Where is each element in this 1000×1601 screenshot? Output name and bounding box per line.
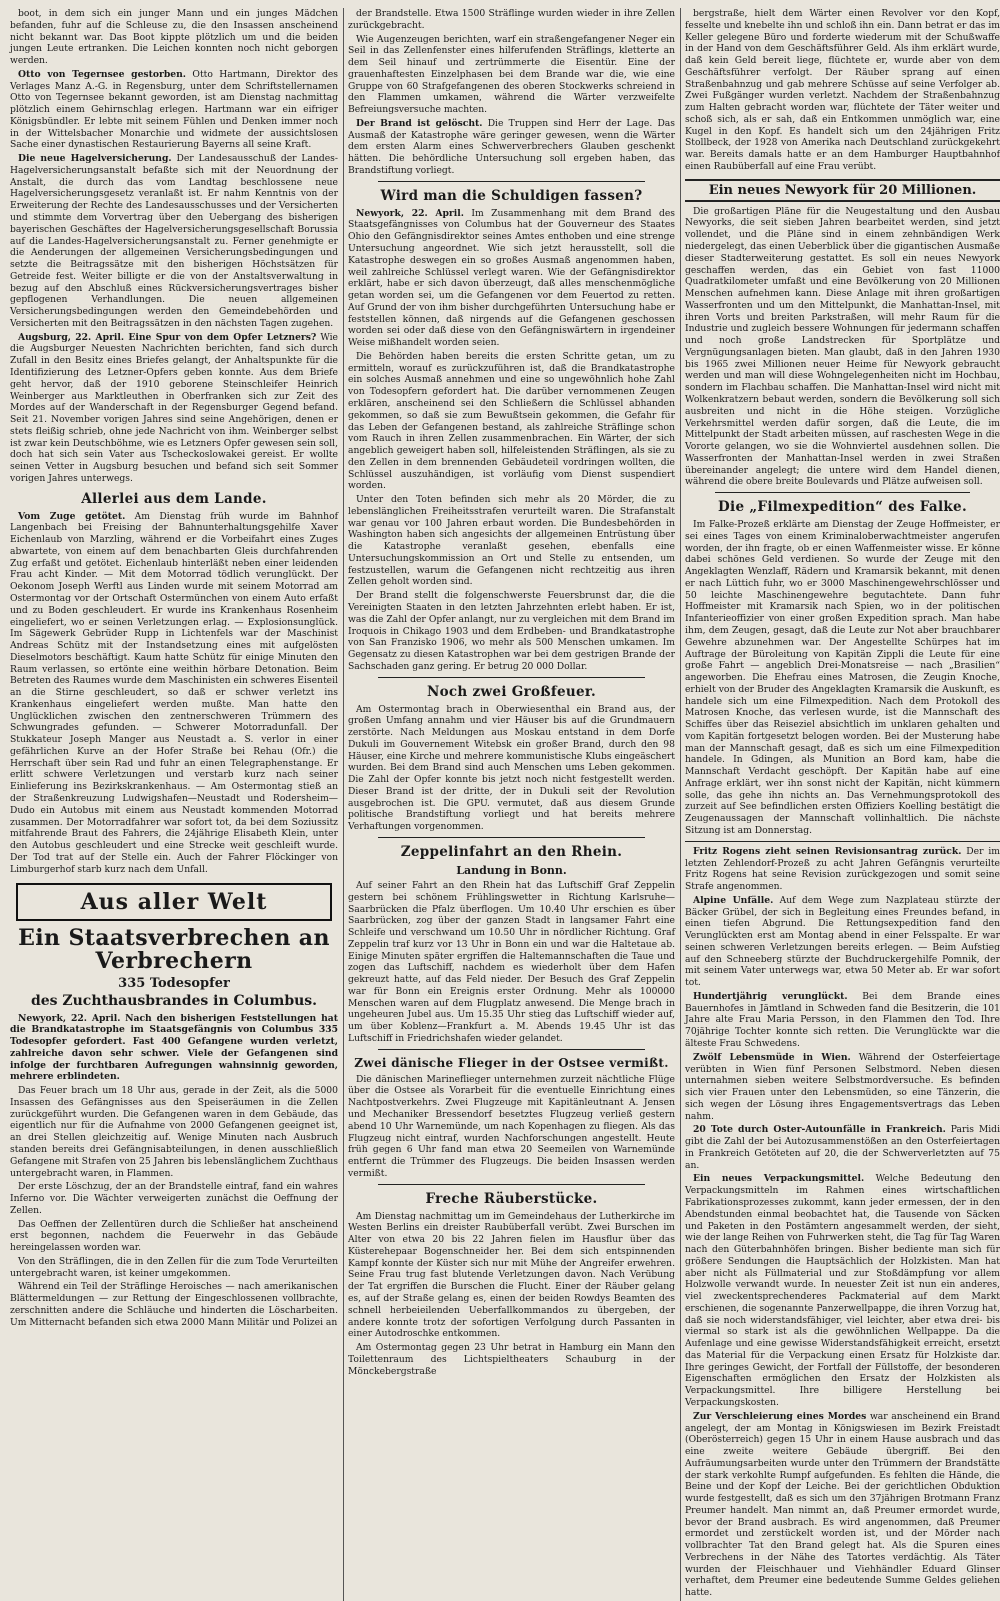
article-text: Die Behörden haben bereits die ersten Schritte getan, um zu ermitteln, worauf es zurückzuführen ist, daß die Brandkatastrophe ein solches Ausmaß annehmen und eine so ungewöhnlich hohe Zahl von Todesopfern gefordert hat. Die darüber vernommenen Zeugen erklären, anscheinend sei den Schließern die Schlüssel abhanden gekommen, so daß sie zum Bewußtsein gekommen, die Gefahr für das Leben der Gefangenen bestand, als zahlreiche Sträflinge schon vom Rauch in ihren Zellen zusammenbrachen. Ein Wärter, der sich angeblich geweigert haben soll, hilfeleistenden Sträflingen, als sie zu den Zellen in dem brennenden Gebäudeteil vordringen wollten, die Schlüssel auszuhändigen, ist vorläufig vom Dienst suspendiert worden.: [348, 350, 675, 492]
divider: [378, 837, 645, 838]
article-text: Wie Augenzeugen berichten, warf ein straßengefangener Neger ein Seil in das Zellenfenster eines hilferufenden Sträflings, kletterte an dem Seil hinauf und zertrümmerte die Eisentür. Eine der grauenhaftesten Einzelphasen bei dem Brande war die, wie eine Gruppe von 60 Strafgefangenen des oberen Stockwerks schreiend in den Flammen umkamen, während die Wärter verzweifelte Befreiungsversuche machten.: [348, 33, 675, 116]
article-text: Die neue Hagelversicherung. Der Landesausschuß der Landes-Hagelversicherungsanstalt befaßte sich mit der Neuordnung der Anstalt, die durch das vom Landtag beschlossene neue Hagelversicherungsgesetz veranlaßt ist. Er nahm Kenntnis von der Erweiterung der Rechte des Landesausschusses und der Versicherten und stimmte dem Vorvertrag über den Uebergang des bisherigen bayerischen Geschäftes der Hagelversicherungsgesellschaft Borussia auf die Landes-Hagelversicherungsanstalt zu. Ferner genehmigte er die Aenderungen der allgemeinen Versicherungsbedingungen und setzte die Beitragssätze mit den bisherigen Höchstsätzen für Getreide fest. Weiter billigte er die von der Anstaltsverwaltung in bezug auf den Abschluß eines Rückversicherungsvertrages bisher gepflogenen Verhandlungen. Die neuen allgemeinen Versicherungsbedingungen werden den Gemeindebehörden und Versicherten mit den Beitragssätzen in den nächsten Tagen zugehen.: [10, 153, 338, 329]
article-lead: Ein neues Verpackungsmittel.: [693, 1173, 865, 1185]
column-1: [10, 8, 338, 1601]
section-heading-zeppelin: Zeppelinfahrt an den Rhein.: [400, 844, 623, 860]
article-text: Das Feuer brach um 18 Uhr aus, gerade in der Zeit, als die 5000 Insassen des Gefängnisses aus den Speiseräumen in die Zellen zurückgeführt wurden. Die Gefangenen waren in dem Gebäude, das eigentlich nur für die Aufnahme von 2000 Gefangenen geeignet ist, an drei Stellen gleichzeitig auf. Wenige Minuten nach Ausbruch standen bereits drei Gefängnisabteilungen, in denen ausschließlich Gefangene mit Strafen von 25 Jahren bis lebenslänglichem Zuchthaus untergebracht waren, in Flammen.: [10, 1085, 338, 1179]
article-lead: Alpine Unfälle.: [693, 894, 774, 906]
column-3: [680, 8, 1000, 1601]
divider: [685, 841, 1000, 842]
article-text: Das Oeffnen der Zellentüren durch die Schließer hat anscheinend erst begonnen, nachdem die Feuerwehr in das Gebäude hereingelassen worden war.: [10, 1218, 338, 1254]
section-heading-allerlei: Allerlei aus dem Lande.: [81, 490, 267, 507]
article-lead: Zur Verschleierung eines Mordes: [693, 1410, 867, 1422]
divider: [378, 677, 645, 678]
article-lead: 20 Tote durch Oster-Autounfälle in Frankreich.: [693, 1124, 946, 1136]
article-text: Der Brand stellt die folgenschwerste Feuersbrunst dar, die die Vereinigten Staaten in den letzten Jahrzehnten erlebt haben. Er ist, was die Zahl der Opfer anlangt, nur zu vergleichen mit dem Brand im Iroquois in Chikago 1903 und dem Erdbeben- und Brandkatastrophe von San Franzisko 1906, wo mehr als 500 Menschen umkamen. Im Gegensatz zu diesen Katastrophen war bei dem gestrigen Brande der Sachschaden ganz gering. Er betrug 20 000 Dollar.: [348, 590, 675, 672]
article-text: Vom Zuge getötet. Am Dienstag früh wurde im Bahnhof Langenbach bei Freising der Bahnunterhaltungsgehilfe Xaver Eichenlaub von Marzling, während er die Vorbeifahrt eines Zuges abwartete, von einem auf dem benachbarten Gleis durchfahrenden Zug erfaßt und getötet. Eichenlaub hinterläßt neben einer leidenden Frau acht Kinder. — Mit dem Motorrad tödlich verunglückt. Der Oekonom Joseph Werftl aus Linden wurde mit seinem Motorrad am Ostermontag vor der Ortschaft Ostermünchen von einem Auto erfaßt und zu Boden geschleudert. Er wurde ins Krankenhaus Rosenheim eingeliefert, wo er seinen Verletzungen erlag. — Explosionsunglück. Im Sägewerk Gebrüder Rupp in Lichtenfels war der Maschinist Andreas Schütz mit der Instandsetzung eines mit aufgelösten Dieselmotors beschäftigt. Kaum hatte Schütz für einige Minuten den Raum verlassen, so ertönte eine weithin hörbare Detonation. Beim Betreten des Raumes wurde dem Maschinisten ein schweres Eisenteil an die Stirne geschleudert, so daß er schwer verletzt ins Krankenhaus eingeliefert werden mußte. Man hatte den Unglücklichen zwischen den zentnerschweren Trümmern des Schwungrades gefunden. — Schwerer Motorradunfall. Der Stukkateur Joseph Manger aus Neustadt a. S. verlor in einer gefährlichen Kurve an der Hofer Straße bei Rehau (Ofr.) die Herrschaft über sein Rad und fuhr an einen Telegraphenstange. Er erlitt schwere Verletzungen und verstarb kurz nach seiner Einlieferung ins Bezirkskrankenhaus. — Am Ostermontag stieß an der Straßenkreuzung Ludwigshafen—Neustadt und Rodersheim—Dudo ein Autobus mit einem aus Neustadt kommenden Motorrad zusammen. Der Motorradfahrer war sofort tot, da bei dem Soziussitz mitfahrende Braut des Fahrers, die 24jährige Elisabeth Klein, unter den Autobus geschleudert und eine Strecke weit geschleift wurde. Der Tod trat auf der Stelle ein. Auch der Fahrer Flöckinger von Limburgerhof starb kurz nach dem Unfall.: [10, 510, 339, 875]
main-headline: Ein Staatsverbrechen an Verbrechern: [18, 925, 330, 975]
article-lead: Augsburg, 22. April. Eine Spur von dem Opfer Letzners?: [18, 331, 317, 343]
article-text: der Brandstelle. Etwa 1500 Sträflinge wurden wieder in ihre Zellen zurückgebracht.: [348, 8, 675, 31]
divider: [378, 1184, 645, 1185]
article-text: Otto von Tegernsee gestorben. Otto Hartmann, Direktor des Verlages Manz A.-G. in Regensburg, unter dem Schriftstellernamen Otto von Tegernsee bekannt geworden, ist am Dienstag nachmittag plötzlich einem Gehirnschlag erlegen. Hartmann war ein eifriger Königsbündler. Er lebte mit seinem Fühlen und Denken immer noch in der Wittelsbacher Monarchie und widmete der aussichtslosen Sache einer dynastischen Restaurierung Bayerns all seine Kraft.: [10, 68, 339, 151]
divider: [378, 181, 645, 182]
article-text: bergstraße, hielt dem Wärter einen Revolver vor den Kopf, fesselte und knebelte ihn und schloß ihn ein. Dann betrat er das im Keller gelegene Büro und forderte wiederum mit der Schußwaffe in der Hand von dem Geschäftsführer Geld. Als ihm erklärt wurde, daß kein Geld bereit liege, flüchtete er, wurde aber von dem Geschäftsführer verfolgt. Der Räuber sprang auf einen Straßenbahnzug und gab mehrere Schüsse auf seine Verfolger ab. Zwei Fußgänger wurden verletzt. Nachdem der Straßenbahnzug zum Halten gebracht worden war, flüchtete der Täter weiter und schoß sich, als er sah, daß ein Entkommen unmöglich war, eine Kugel in den Kopf. Es handelt sich um den 24jährigen Fritz Stollbeck, der 1928 von Amerika nach Deutschland zurückgekehrt war. Bereits damals hatte er an dem Hamburger Hauptbahnhof einen Raubüberfall auf eine Frau verübt.: [685, 8, 1000, 172]
subheadline: 335 Todesopfer: [118, 975, 230, 991]
article-lead: Der Brand ist gelöscht.: [356, 117, 483, 129]
subheadline: des Zuchthausbrandes in Columbus.: [30, 992, 318, 1009]
article-lead: Otto von Tegernsee gestorben.: [18, 68, 186, 80]
divider: [378, 1049, 645, 1050]
section-subheading-bonn: Landung in Bonn.: [456, 864, 567, 877]
article-text: Ein neues Verpackungsmittel. Welche Bedeutung den Verpackungsmitteln im Rahmen eines wirtschaftlichen Fabrikationsprozesses zukommt, kann jeder ermessen, der in den Abendstunden einmal beobachtet hat, die Tausende von Säcken und Paketen in den Postämtern angesammelt werden, der sieht, wie der lange Reihen von Fuhrwerken steht, die Tag für Tag Waren nach den Güterbahnhöfen bringen. Bisher bediente man sich für größere Sendungen die Hauptsächlich der Holzkisten. Man hat aber nicht als Füllmaterial und zur Stoßdämpfung vor allem Holzwolle verwandt wurde. In neuester Zeit ist nun ein anderes, viel zweckentsprechenderes Packmaterial auf dem Markt erschienen, die sogenannte Panzerwellpappe, die ihren Vorzug hat, daß sie noch widerstandsfähiger, viel leichter, aber etwa drei- bis viermal so stark ist als die gewöhnlichen Wellpappe. Da die Aufenlage und eine gewisse Widerstandsfähigkeit erreicht, ersetzt das Material für die Verpackung einen Ersatz für Holzkiste dar. Ihre geringes Gewicht, der Fortfall der Füllstoffe, der besonderen Eigenschaften ermöglichen den Ersatz der Holzkisten als Verpackungsmittel. Ihre billigere Herstellung bei Verpackungskosten.: [685, 1173, 1000, 1408]
article-text: Hundertjährig verunglückt. Bei dem Brande eines Bauernhofes in Jämtland in Schweden fand die Besitzerin, die 101 Jahre alte Frau Maria Persson, in den Flammen den Tod. Ihre 70jährige Tochter konnte sich retten. Die Verunglückte war die älteste Frau Schwedens.: [685, 990, 1000, 1050]
article-lead: Newyork, 22. April.: [18, 1012, 121, 1024]
article-lead: Vom Zuge getötet.: [18, 510, 126, 522]
article-text: Am Ostermontag brach in Oberwiesenthal ein Brand aus, der großen Umfang annahm und vier Häuser bis auf die Grundmauern zerstörte. Nach Meldungen aus Moskau entstand in dem Dorfe Dukuli im Gouvernement Witebsk ein großer Brand, durch den 98 Häuser, eine Kirche und mehrere kommunistische Klubs eingeäschert wurden. Bei dem Brand sind auch Menschen ums Leben gekommen. Die Zahl der Opfer konnte bis jetzt noch nicht festgestellt werden. Dieser Brand ist der dritte, der in Dukuli seit der Revolution ausgebrochen ist. Die GPU. vermutet, daß aus diesem Grunde politische Brandstiftung vorliegt und hat bereits mehrere Verhaftungen vorgenommen.: [348, 703, 675, 833]
article-text: Zur Verschleierung eines Mordes war anscheinend ein Brand angelegt, der am Montag in Königswiesen im Bezirk Freistadt (Oberösterreich) gegen 15 Uhr in einem Hause ausbrach und das eine zweite weitere Gebäude übergriff. Bei den Aufräumungsarbeiten wurde unter den Trümmern der Brandstätte der stark verkohlte Rumpf aufgefunden. Es fehlten die Hände, die Beine und der Kopf der Leiche. Bei der gerichtlichen Obduktion wurde festgestellt, daß es sich um den 37jährigen Brotmann Franz Preumer handelt. Man nimmt an, daß Preumer ermordet wurde, bevor der Brand ausbrach. Es wird angenommen, daß Preumer ermordet und zerstückelt worden ist, und der Mörder nach vollbrachter Tat den Brand gelegt hat. Als die Spuren eines Verbrechens in der Nähe des Tatortes verdächtig. Als Täter wurden der Fleischhauer und Viehhändler Eduard Glinser verhaftet, dem Preumer eine bedeutende Summe Geldes geliehen hatte.: [685, 1410, 1000, 1599]
article-text: Unter den Toten befinden sich mehr als 20 Mörder, die zu lebenslänglichen Freiheitsstrafen verurteilt waren. Die Strafanstalt war genau vor 100 Jahren erbaut worden. Die Bundesbehörden in Washington haben sich angesichts der allgemeinen Entrüstung über die Katastrophe veranlaßt gesehen, ebenfalls eine Untersuchungskommission an Ort und Stelle zu entsenden, um festzustellen, warum die Gefangenen nicht rechtzeitig aus ihren Zellen geholt worden sind.: [348, 494, 675, 588]
section-heading-schuldigen: Wird man die Schuldigen fassen?: [380, 187, 643, 204]
article-text: Am Dienstag nachmittag um im Gemeindehaus der Lutherkirche im Westen Berlins ein dreister Raubüberfall verübt. Zwei Burschen im Alter von etwa 20 bis 22 Jahren fielen im Hausflur über das Küsterehepaar Bogenschneider her. Bei dem sich entspinnenden Kampf konnte der Küster sich nur mit Mühe der Angreifer erwehren. Seine Frau trug fast blutende Verletzungen davon. Nach Verübung der Tat ergriffen die Burschen die Flucht. Einer der Räuber gelang es, auf der Straße gelang es, einen der beiden Rowdys Beamten des schnell herbeieilenden Ueberfallkommandos zu übergeben, der andere konnte trotz der sofortigen Verfolgung durch Passanten in einer Autodroschke entkommen.: [348, 1210, 675, 1340]
article-text: Am Ostermontag gegen 23 Uhr betrat in Hamburg ein Mann den Toilettenraum des Lichtspieltheaters Schauburg in der Mönckebergstraße: [348, 1342, 675, 1377]
article-lead: Zwölf Lebensmüde in Wien.: [693, 1051, 851, 1063]
article-lead: Fritz Rogens zieht seinen Revisionsantrag zurück.: [693, 845, 962, 857]
article-text: Der erste Löschzug, der an der Brandstelle eintraf, fand ein wahres Inferno vor. Die Wächter verweigerten zunächst die Oeffnung der Zellen.: [10, 1181, 338, 1216]
article-text: Augsburg, 22. April. Eine Spur von dem Opfer Letzners? Wie die Augsburger Neuesten Nachrichten berichten, fand sich durch Zufall in den Besitz eines Briefes gelangt, der Anhaltspunkte für die Identifizierung des Letzner-Opfers geben konnte. Aus dem Briefe geht hervor, daß der 1910 geborene Steinschleifer Heinrich Weinberger aus Marktleuthen in Oberfranken sich zur Zeit des Mordes auf der Wanderschaft in der Regensburger Gegend befand. Seit 21. November vorigen Jahres sind seine Angehörigen, denen er stets fleißig schrieb, ohne jede Nachricht von ihm. Weinberger selbst ist zwar kein Deutschböhme, wie es Letzners Opfer gewesen sein soll, doch hat sich sein Vater aus Tscheckoslowakei gereist. Er wollte seinen Vetter in Augsburg besuchen und befand sich seit Sommer vorigen Jahres unterwegs.: [10, 331, 338, 484]
article-text: Die großartigen Pläne für die Neugestaltung und den Ausbau Newyorks, die seit sieben Jahren bearbeitet werden, sind jetzt vollendet, und die Pläne sind in einem zehnbändigen Werk niedergelegt, das einen Ueberblick über die gigantischen Ausmaße dieser Stadterweiterung gestattet. Es soll ein neues Newyork geschaffen werden, das ein Gebiet von fast 11000 Quadratkilometer umfaßt und eine Bevölkerung von 20 Millionen Menschen aufnehmen kann. Diese Anlage mit ihren großartigen Wasserfronten und um den Mittelpunkt, die Manhattan-Insel, mit ihren Vorts und breiten Parkstraßen, will mehr Raum für die Industrie und zugleich bessere Wohnungen für jedermann schaffen und noch große Landstrecken für Sportplätze und Vergnügungsanlagen bieten. Man glaubt, daß in den Jahren 1930 bis 1965 zwei Millionen neuer Heime für Newyork gebraucht werden und man will diese Wohngelegenheiten nicht im Hochbau, sondern im Flachbau schaffen. Die Manhattan-Insel wird nicht mit Wolkenkratzern bebaut werden, sondern die Bevölkerung soll sich ausbreiten und nicht in die Höhe steigen. Vorzügliche Verkehrsmittel werden dafür sorgen, daß die Leute, die im Mittelpunkt der Stadt arbeiten müssen, auf raschesten Wege in die Vororte gelangen, wo sie die Wohnviertel ausdehnen sollen. Die Wasserfronten der Manhattan-Insel werden in zwei Straßen übereinander angelegt; die untere wird dem Handel dienen, während die obere breite Boulevards und Plätze aufweisen soll.: [685, 205, 1000, 488]
article-lead: Hundertjährig verunglückt.: [693, 990, 848, 1002]
section-heading-falke: Die „Filmexpedition“ des Falke.: [718, 499, 967, 516]
divider: [715, 492, 970, 493]
section-heading-flieger: Zwei dänische Flieger in der Ostsee vermißt.: [354, 1055, 669, 1070]
section-heading-grossfeuer: Noch zwei Großfeuer.: [426, 683, 597, 700]
article-lead: Newyork, 22. April.: [356, 207, 464, 219]
article-text: boot, in dem sich ein junger Mann und ein junges Mädchen befanden, fuhr auf die Schleuse zu, die den Insassen anscheinend nicht bekannt war. Das Boot kippte plötzlich um und die beiden jungen Leute ertranken. Die Leichen konnten noch nicht geborgen werden.: [10, 8, 338, 67]
article-text: Fritz Rogens zieht seinen Revisionsantrag zurück. Der im letzten Zehlendorf-Prozeß zu acht Jahren Gefängnis verurteilte Fritz Rogens hat seine Revision zurückgezogen und somit seine Strafe angenommen.: [685, 845, 1000, 893]
article-text: Alpine Unfälle. Auf dem Wege zum Nazplateau stürzte der Bäcker Grübel, der sich in Begleitung eines Freundes befand, in einen tiefen Abgrund. Die Rettungsexpedition fand den Verunglückten erst am Montag abend in einer Felsspalte. Er war seinen schweren Verletzungen bereits erlegen. — Beim Aufstieg auf den Schneeberg stürzte der Buchdruckergehilfe Pomnik, der mit seinem Vater unterwegs war, etwa 50 Meter ab. Er war sofort tot.: [685, 894, 1000, 989]
article-text: Während ein Teil der Sträflinge Heroisches — nach amerikanischen Blättermeldungen — zur Rettung der Eingeschlossenen vollbrachte, zerschnitten andere die Schläuche und hinderten die Löscharbeiten. Um Mitternacht befanden sich etwa 2000 Mann Militär und Polizei an: [10, 1281, 338, 1328]
column-2: [343, 8, 675, 1601]
article-text: Newyork, 22. April. Nach den bisherigen Feststellungen hat die Brandkatastrophe im Staatsgefängnis von Columbus 335 Todesopfer gefordert. Fast 400 Gefangene wurden verletzt, zahlreiche davon sehr schwer. Viele der Gefangenen sind infolge der furchtbaren Aufregungen wahnsinnig geworden, mehrere erblindeten.: [10, 1012, 338, 1083]
section-heading-raeuber: Freche Räuberstücke.: [425, 1190, 598, 1207]
article-text: 20 Tote durch Oster-Autounfälle in Frankreich. Paris Midi gibt die Zahl der bei Autozusammenstößen an den Osterfeiertagen in Frankreich Getöteten auf 20, die der Schwerverletzten auf 75 an.: [685, 1124, 1000, 1171]
article-text: Im Falke-Prozeß erklärte am Dienstag der Zeuge Hoffmeister, er sei eines Tages von einem Kriminaloberwachtmeister angerufen worden, der ihn fragte, ob er einen Waffenmeister wisse. Er könne dabei schönes Geld verdienen. So wurde der Zeuge mit den Angeklagten Wenzlaff, Rädern und Kramarsik bekannt, mit denen er nach Lüttich fuhr, wo er 3000 Maschinengewehrschlösser und 50 leichte Maschinengewehre begutachtete. Dann fuhr Hoffmeister mit Kramarsik nach Spien, wo in der politischen Infanterieoffizier von einer großen Expedition sprach. Man habe ihm, dem Zeugen, gesagt, daß die Leute zur Not aber brauchbarer Gewehre abzunehmen war. Der Angestellte Schürpes hat im Auftrage der Büroleitung von Kapitän Zippli die Leute für eine große Fahrt — angeblich Drei-Monatsreise — nach „Brasilien“ angeworben. Die Ehefrau eines Matrosen, die Zeugin Knoche, erhielt von der Bruder des Angeklagten Kramarsik die Auskunft, es handele sich um eine Filmexpedition. Nach dem Protokoll des Matrosen Knoche, das verlesen wurde, ist die Mannschaft des Schiffes über das Reiseziel absichtlich im unklaren gehalten und vom Kapitän fortgesetzt belogen worden. Bei der Musterung habe man der Mannschaft gesagt, daß es sich um eine Filmexpedition handele. In Gdingen, als Munition an Bord kam, habe die Mannschaft Verdacht geschöpft. Der Kapitän habe auf eine Anfrage erklärt, wer ihn sonst nicht der Kapitän, nicht kümmern solle, das gehe ihn nichts an. Das Vernehmungsprotokoll des zurzeit auf See befindlichen ersten Offiziers Koelling bestätigt die Zeugenaussagen der Mannschaft vollinhaltlich. Die nächste Sitzung ist am Donnerstag.: [685, 519, 1000, 836]
article-lead: Die neue Hagelversicherung.: [18, 153, 172, 165]
article-text: Auf seiner Fahrt an den Rhein hat das Luftschiff Graf Zeppelin gestern bei schönem Frühlingswetter in Richtung Karlsruhe—Saarbrücken die Pfalz überflogen. Um 10.40 Uhr erschien es über Saarbrücken, zog über der ganzen Stadt in langsamer Fahrt eine Schleife und verschwand um 10.50 Uhr in nördlicher Richtung. Graf Zeppelin traf kurz vor 13 Uhr in Bonn ein und war die Haltetaue ab. Einige Minuten später ergriffen die Haltemannschaften die Taue und zogen das Luftschiff, nachdem es wiederholt über dem Hafen gekreuzt hatte, auf das Feld nieder. Der Besuch des Graf Zeppelin war für Bonn ein Ereignis erster Ordnung. Mehr als 100000 Menschen waren auf dem Flugplatz anwesend. Die Menge brach in ungeheuren Jubel aus. Um 15.35 Uhr stieg das Luftschiff wieder auf, um über Koblenz—Frankfurt a. M. Abends 19.45 Uhr ist das Luftschiff in Friedrichshafen wieder gelandet.: [348, 880, 675, 1044]
article-text: Die dänischen Marineflieger unternehmen zurzeit nächtliche Flüge über die Ostsee als Vorarbeit für die eventuelle Einrichtung eines Nachtpostverkehrs. Zwei Flugzeuge mit Kapitänleutnant A. Jensen und Mechaniker Bressendorf besetztes Flugzeug verließ gestern abend 10 Uhr Warnemünde, um nach Kopenhagen zu fliegen. Als das Flugzeug nicht eintraf, wurden Nachforschungen angestellt. Heute früh gegen 6 Uhr fand man etwa 20 Seemeilen von Warnemünde entfernt die Trümmer des Flugzeugs. Die beiden Insassen werden vermißt.: [348, 1073, 675, 1179]
article-text: Von den Sträflingen, die in den Zellen für die zum Tode Verurteilten untergebracht waren, ist keiner umgekommen.: [10, 1255, 338, 1279]
article-text: Zwölf Lebensmüde in Wien. Während der Osterfeiertage verübten in Wien fünf Personen Selbstmord. Neben diesen unternahmen sieben weitere Selbstmordversuche. Es befinden sich vier Frauen unter den Lebensmüden, so eine Tänzerin, die sich wegen der Lösung ihres Engagementsvertrags das Leben nahm.: [685, 1051, 1000, 1122]
section-banner-aus-aller-welt: Aus aller Welt: [16, 883, 332, 921]
article-text: Newyork, 22. April. Im Zusammenhang mit dem Brand des Staatsgefängnisses von Columbus hat der Gouverneur des Staates Ohio den Gefängnisdirektor seines Amtes enthoben und eine strenge Untersuchung angeordnet. Wie sich jetzt herausstellt, soll die Katastrophe deswegen ein so großes Ausmaß angenommen haben, weil zahlreiche Schlüssel verlegt waren. Wie der Gefängnisdirektor erklärt, habe er sich davon überzeugt, daß alles menschenmögliche getan worden sei, um die Gefangenen vor dem Feuertod zu retten. Auf Grund der von ihm bisher durchgeführten Untersuchung habe er feststellen können, daß nirgends auf die Gefangenen geschossen worden sei oder daß diese von den Gefängniswärtern in irgendeiner Weise mißhandelt worden seien.: [348, 207, 676, 349]
article-text: Der Brand ist gelöscht. Die Truppen sind Herr der Lage. Das Ausmaß der Katastrophe wäre geringer gewesen, wenn die Wärter dem ersten Alarm eines Schwerverbrechers Glauben geschenkt hätten. Die behördliche Untersuchung soll ergeben haben, das Brandstiftung vorliegt.: [348, 117, 676, 176]
section-heading-newyork: Ein neues Newyork für 20 Millionen.: [685, 179, 1000, 202]
